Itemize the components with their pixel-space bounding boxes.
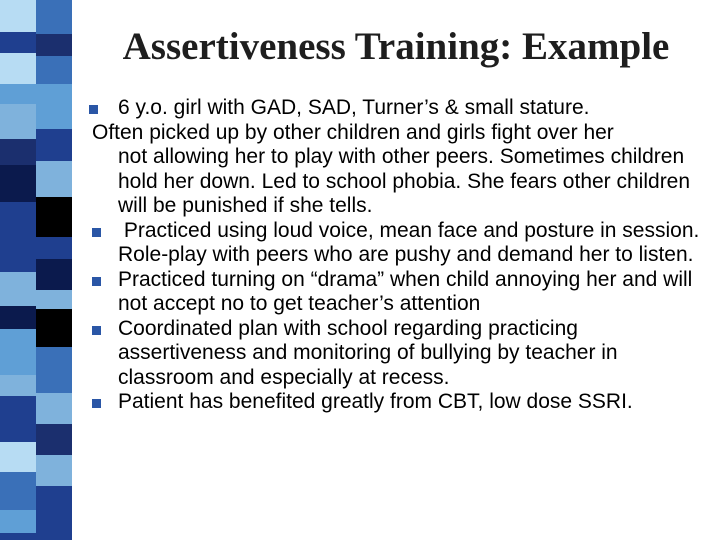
stripe-block: [0, 0, 36, 32]
stripe-block: [0, 202, 36, 234]
stripe-block: [36, 197, 72, 237]
stripe-block: [36, 424, 72, 455]
stripe-block: [36, 486, 72, 511]
stripe-block: [36, 393, 72, 424]
stripe-block: [0, 329, 36, 375]
stripe-block: [0, 272, 36, 306]
bullet-text: Coordinated plan with school regarding practicing assertiveness and monitoring of bullying by teacher in classroom and especially at recess.: [118, 316, 618, 389]
stripe-block: [36, 511, 72, 540]
decorative-stripe-bar: [0, 0, 72, 540]
slide-content: [92, 96, 712, 415]
stripe-block: [0, 510, 36, 533]
stripe-block: [36, 84, 72, 104]
paragraph-first-line: Often picked up by other children and girls fight over her: [92, 120, 614, 144]
stripe-block: [36, 161, 72, 197]
stripe-block: [36, 56, 72, 84]
stripe-block: [0, 306, 36, 329]
bullet-text: Practiced using loud voice, mean face and posture in session. Role-play with peers who are pushy and demand her to listen.: [118, 218, 712, 266]
stripe-block: [36, 34, 72, 56]
stripe-block: [36, 455, 72, 486]
bullet-item: [92, 218, 712, 268]
stripe-block: [0, 84, 36, 104]
stripe-block: [0, 533, 36, 540]
stripe-block: [0, 375, 36, 396]
stripe-block: [0, 53, 36, 84]
square-bullet-icon: [92, 326, 101, 335]
stripe-block: [36, 347, 72, 393]
square-bullet-icon: [89, 105, 98, 114]
stripe-block: [36, 259, 72, 290]
slide-title: Assertiveness Training: Example: [122, 25, 670, 68]
stripe-block: [36, 129, 72, 161]
bullet-text: Patient has benefited greatly from CBT, low dose SSRI.: [118, 390, 633, 413]
stripe-block: [0, 32, 36, 53]
square-bullet-icon: [92, 228, 101, 237]
stripe-block: [0, 234, 36, 272]
bullet-item: [92, 268, 704, 317]
stripe-block: [36, 237, 72, 259]
stripe-block: [0, 396, 36, 442]
stripe-block: [0, 165, 36, 202]
square-bullet-icon: [92, 399, 101, 408]
square-bullet-icon: [92, 277, 101, 286]
stripe-block: [36, 0, 72, 34]
bullet-item: [92, 96, 704, 121]
bullet-item: [92, 317, 704, 391]
stripe-block: [0, 472, 36, 510]
stripe-block: [0, 139, 36, 165]
stripe-block: [36, 309, 72, 347]
stripe-block: [0, 442, 36, 472]
bullet-text: 6 y.o. girl with GAD, SAD, Turner’s & small stature.: [118, 96, 590, 119]
stripe-block: [0, 104, 36, 139]
stripe-block: [36, 104, 72, 129]
bullet-item: [92, 390, 704, 415]
paragraph-continuation: [92, 121, 704, 219]
bullet-text: Practiced turning on “drama” when child annoying her and will not accept no to get teacher’s attention: [118, 267, 693, 315]
paragraph-rest: not allowing her to play with other peers. Sometimes children hold her down. Led to school phobia. She fears other children will be punished if she tells.: [118, 145, 691, 217]
stripe-block: [36, 290, 72, 309]
